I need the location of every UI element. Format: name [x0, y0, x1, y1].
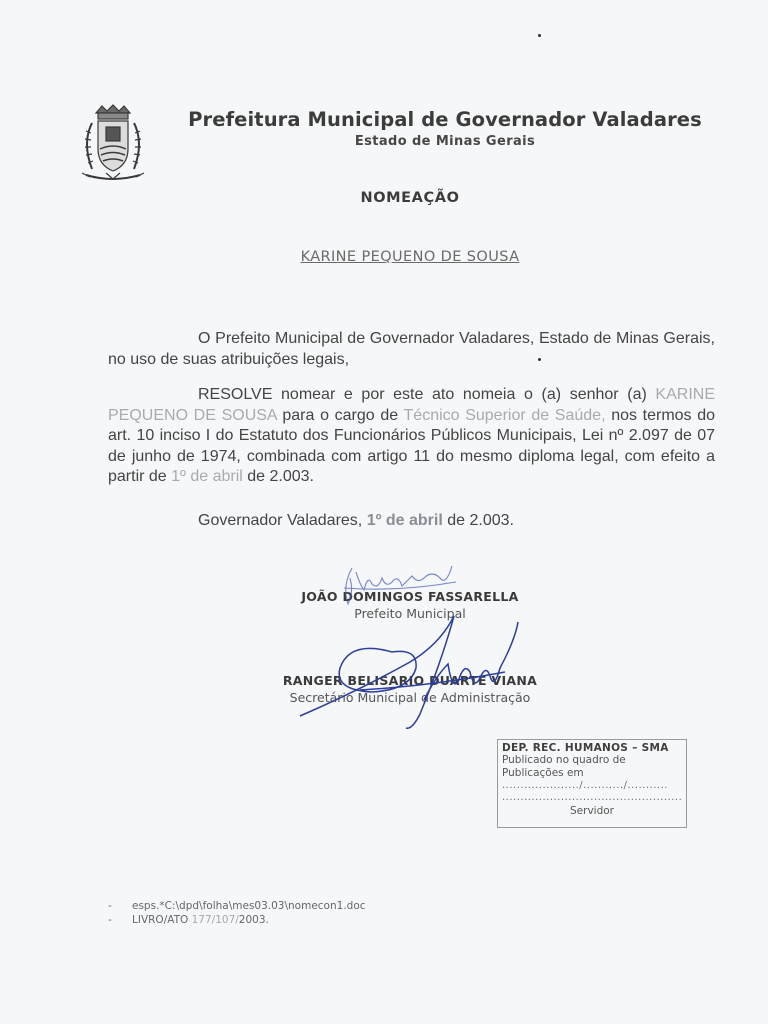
- paragraph-place-date: [108, 511, 715, 532]
- paragraph-resolve: [108, 385, 715, 488]
- stamp-line: Publicado no quadro de: [502, 754, 626, 766]
- signatory-name: JOÃO DOMINGOS FASSARELLA: [301, 589, 519, 604]
- org-title: Prefeitura Municipal de Governador Valadares: [188, 108, 702, 131]
- paragraph-intro: [108, 329, 715, 370]
- file-path: esps.*C:\dpd\folha\mes03.03\nomecon1.doc: [132, 900, 366, 912]
- stamp-line: Publicações em: [502, 767, 584, 779]
- signature-block-secretary: [250, 673, 570, 705]
- act-reference: [132, 913, 269, 927]
- ink-dot: [538, 358, 541, 361]
- stamp-dots: .................................................: [502, 792, 682, 803]
- place-text: Governador Valadares,: [198, 512, 367, 529]
- ink-dot: [538, 34, 541, 37]
- signatory-role: Secretário Municipal de Administração: [289, 690, 531, 705]
- resolve-text-a: RESOLVE nomear e por este ato nomeia o (a) senhor (a): [198, 386, 656, 403]
- footer-dash: -: [108, 914, 112, 926]
- publication-stamp: [497, 739, 687, 828]
- stamp-role: Servidor: [570, 805, 614, 817]
- signatory-name: RANGER BELISARIO DUARTE VIANA: [282, 673, 538, 688]
- resolve-text-c: nos termos do art. 10 inciso I do Estatuto dos Funcionários Públicos Municipais, Lei nº 2.097 de 07 de junho de 1974, combinada com artigo 11 do mesmo diploma legal, com efeito a partir de: [108, 406, 716, 486]
- document-title: NOMEAÇÃO: [360, 190, 460, 206]
- footer-dash: -: [108, 900, 112, 912]
- stamp-title: DEP. REC. HUMANOS – SMA: [502, 742, 669, 754]
- act-label: LIVRO/ATO: [132, 914, 192, 926]
- act-number: 177/107/: [191, 914, 239, 926]
- org-subtitle: Estado de Minas Gerais: [354, 134, 536, 149]
- resolve-text-d: de 2.003.: [242, 468, 314, 486]
- coat-of-arms-icon: [76, 103, 150, 185]
- act-year: 2003.: [238, 914, 269, 926]
- resolve-text-b: para o cargo de: [276, 406, 404, 424]
- resolve-position: Técnico Superior de Saúde,: [403, 406, 606, 424]
- place-date: 1º de abril: [366, 512, 443, 529]
- resolve-appointee-name: KARINE PEQUENO DE SOUSA: [108, 386, 715, 424]
- appointee-name: KARINE PEQUENO DE SOUSA: [300, 249, 520, 265]
- place-year: de 2.003.: [442, 512, 514, 529]
- signatory-role: Prefeito Municipal: [354, 606, 466, 621]
- resolve-effective-date: 1º de abril: [171, 468, 243, 486]
- signature-block-mayor: [270, 589, 550, 621]
- intro-text: O Prefeito Municipal de Governador Valadares, Estado de Minas Gerais, no uso de suas atribuições legais,: [108, 330, 715, 368]
- stamp-date-dots: ...................../.........../...........: [502, 780, 668, 791]
